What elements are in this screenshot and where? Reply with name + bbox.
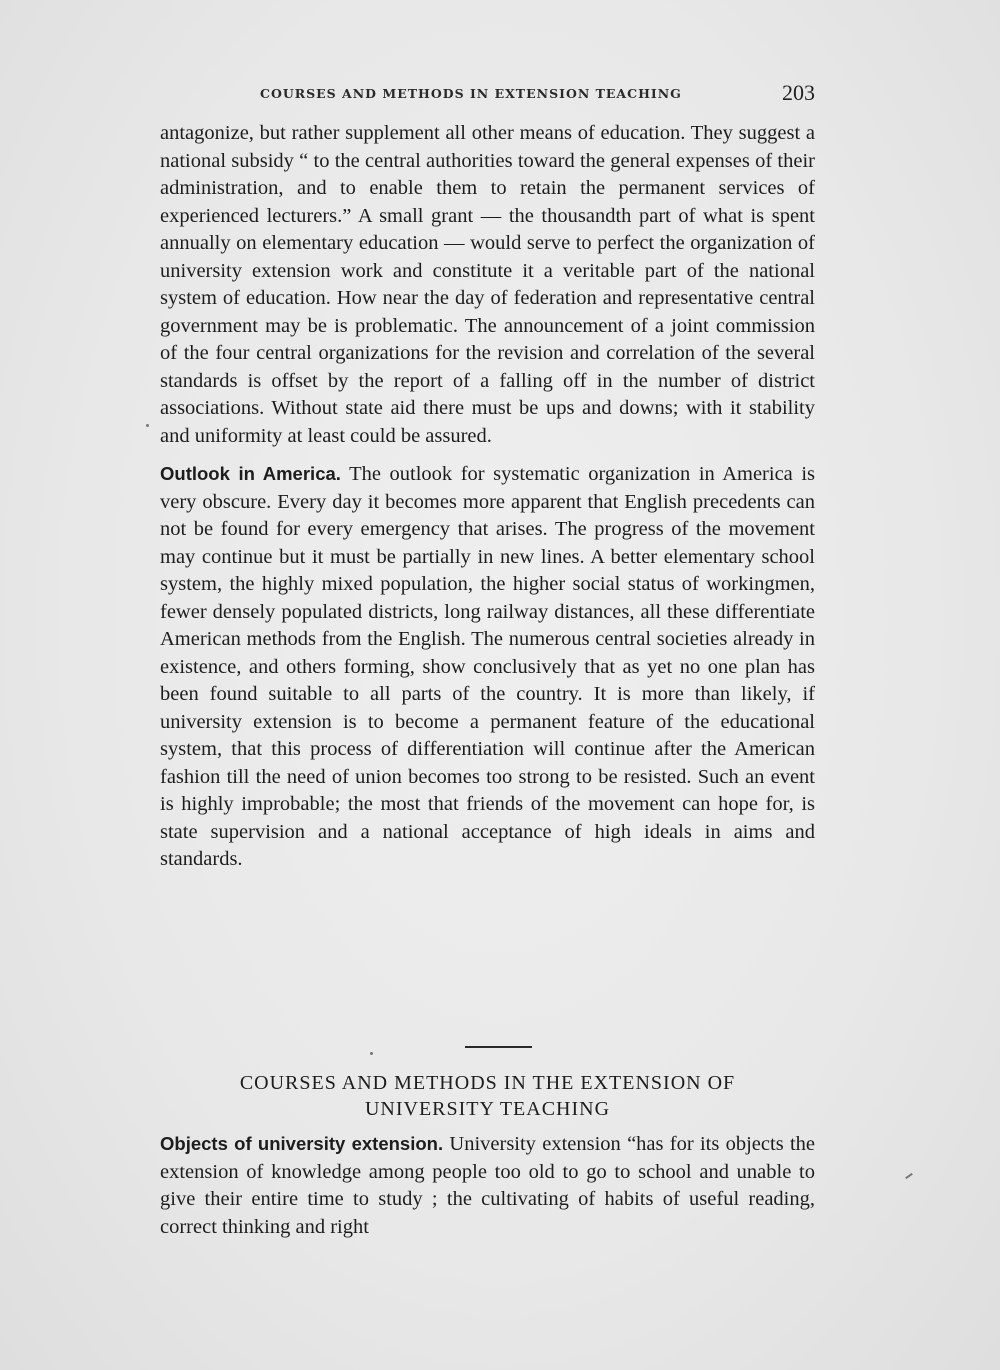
section-divider-rule <box>465 1046 532 1048</box>
page-header <box>160 80 815 104</box>
paragraph-objects <box>160 1130 815 1241</box>
section-body-text <box>160 1130 815 1241</box>
body-text <box>160 120 815 874</box>
page-number: 203 <box>782 80 815 105</box>
section-heading-line-2: UNIVERSITY TEACHING <box>364 1098 611 1120</box>
running-head: COURSES AND METHODS IN EXTENSION TEACHING <box>260 86 682 101</box>
paragraph-objects-text: University extension “has for its objects the extension of knowledge among people too old to go to school and unable to give their entire time to study ; the cultivating of habits of useful reading, correct thinking and right <box>160 1133 815 1238</box>
paper-speck <box>370 1052 373 1055</box>
section-heading-line-1: COURSES AND METHODS IN THE EXTENSION OF <box>239 1072 736 1094</box>
paragraph-outlook <box>160 460 815 874</box>
runin-heading-outlook: Outlook in America. <box>160 463 341 484</box>
section-heading <box>160 1070 815 1122</box>
paragraph-outlook-text: The outlook for systematic organization in America is very obscure. Every day it becomes more apparent that English precedents can not be found for every emergency that arises. The progress of the movement may continue but it must be partially in new lines. A better elementary school system, the highly mixed population, the higher social status of workingmen, fewer densely populated districts, long railway distances, all these differentiate American methods from the English. The numerous central societies already in existence, and others forming, show conclusively that as yet no one plan has been found suitable to all parts of the country. It is more than likely, if university extension is to become a permanent feature of the educational system, that this process of differentiation will continue after the American fashion till the need of union becomes too strong to be resisted. Such an event is highly improbable; the most that friends of the movement can hope for, is state supervision and a national acceptance of high ideals in aims and standards. <box>160 463 815 870</box>
paper-speck <box>905 1173 913 1179</box>
paragraph-continued: antagonize, but rather supplement all other means of education. They suggest a national subsidy “ to the central authorities toward the general expenses of their administration, and to enable them to retain the permanent services of experienced lecturers.” A small grant — the thousandth part of what is spent annually on elementary education — would serve to perfect the organization of university extension work and constitute it a veritable part of the national system of education. How near the day of federation and representative central government may be is problematic. The announcement of a joint commission of the four central organizations for the revision and correlation of the several standards is offset by the report of a falling off in the number of district associations. Without state aid there must be ups and downs; with it stability and uniformity at least could be assured. <box>160 122 815 447</box>
runin-heading-objects: Objects of university extension. <box>160 1133 444 1154</box>
paper-speck <box>146 424 149 427</box>
